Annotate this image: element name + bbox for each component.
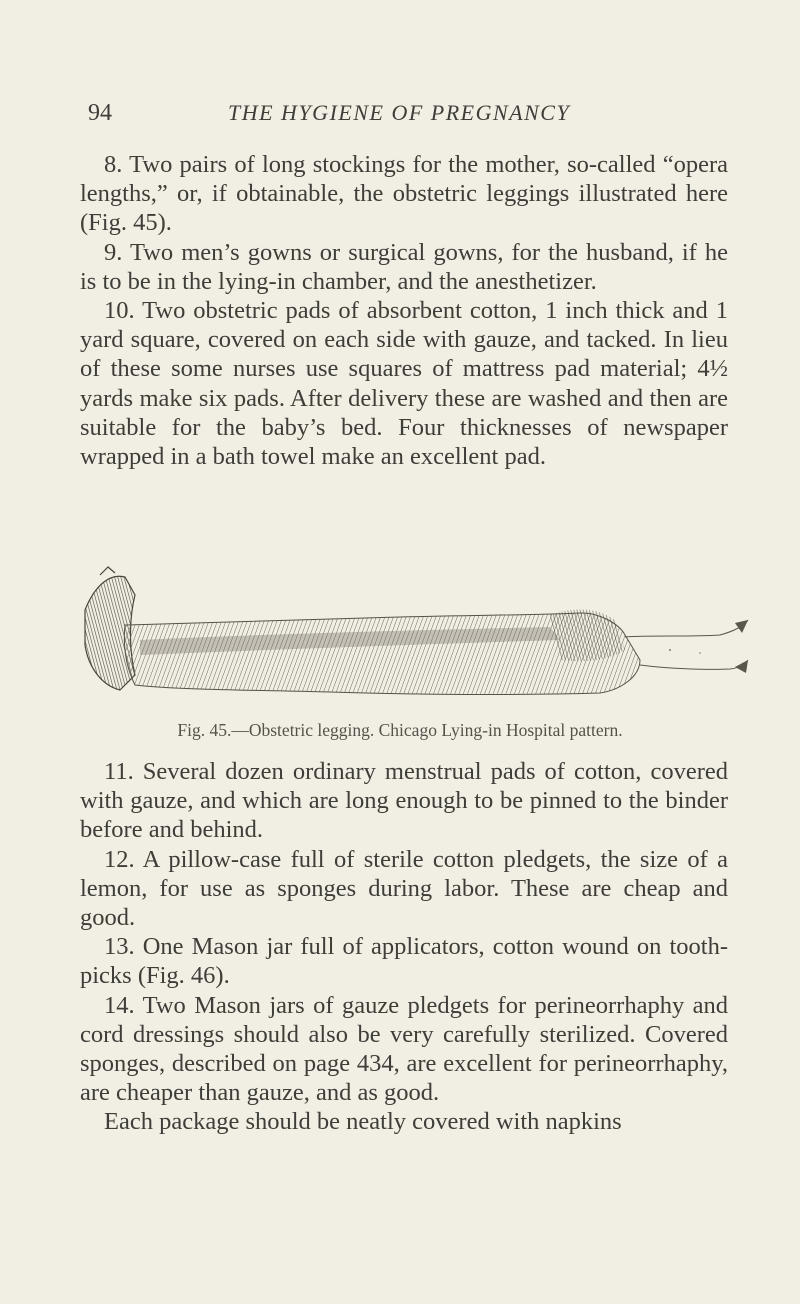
paragraph-item-14: 14. Two Mason jars of gauze pledgets for perineorrhaphy and cord dressings should also be very carefully sterilized. Covered sponges, described on page 434, are excellent for perineorrhaphy, are cheaper than gauze, and as good. [80,991,728,1107]
page-header [88,100,708,134]
paragraph-item-8: 8. Two pairs of long stockings for the mother, so-called “opera lengths,” or, if obtainable, the obstetric leggings illustrated here (Fig. 45). [80,151,728,237]
paragraph-item-11: 11. Several dozen ordinary menstrual pads of cotton, covered with gauze, and which are long enough to be pinned to the binder before and behind. [80,758,728,844]
paragraph-closing: Each package should be neatly covered with napkins [104,1108,622,1136]
body-text-top [80,150,728,471]
obstetric-legging-illustration [80,565,750,705]
page-number: 94 [88,100,112,126]
paragraph-item-10: 10. Two obstetric pads of absorbent cotton, 1 inch thick and 1 yard square, covered on each side with gauze, and tacked. In lieu of these some nurses use squares of mattress pad material; 4½ yards make six pads. After delivery these are washed and then are suitable for the baby’s bed. Four thicknesses of newspaper wrapped in a bath towel make an excellent pad. [80,297,728,471]
paragraph-item-12: 12. A pillow-case full of sterile cotton pledgets, the size of a lemon, for use as sponges during labor. These are cheap and good. [80,845,728,932]
running-head: THE HYGIENE OF PREGNANCY [228,100,571,125]
body-text-bottom [80,757,728,1137]
paragraph-item-13: 13. One Mason jar full of applicators, cotton wound on tooth-picks (Fig. 46). [80,933,728,990]
figure-obstetric-legging [80,565,750,705]
paragraph-item-9: 9. Two men’s gowns or surgical gowns, for the husband, if he is to be in the lying-in chamber, and the anesthetizer. [80,238,728,295]
figure-caption: Fig. 45.—Obstetric legging. Chicago Lying-in Hospital pattern. [177,720,623,740]
